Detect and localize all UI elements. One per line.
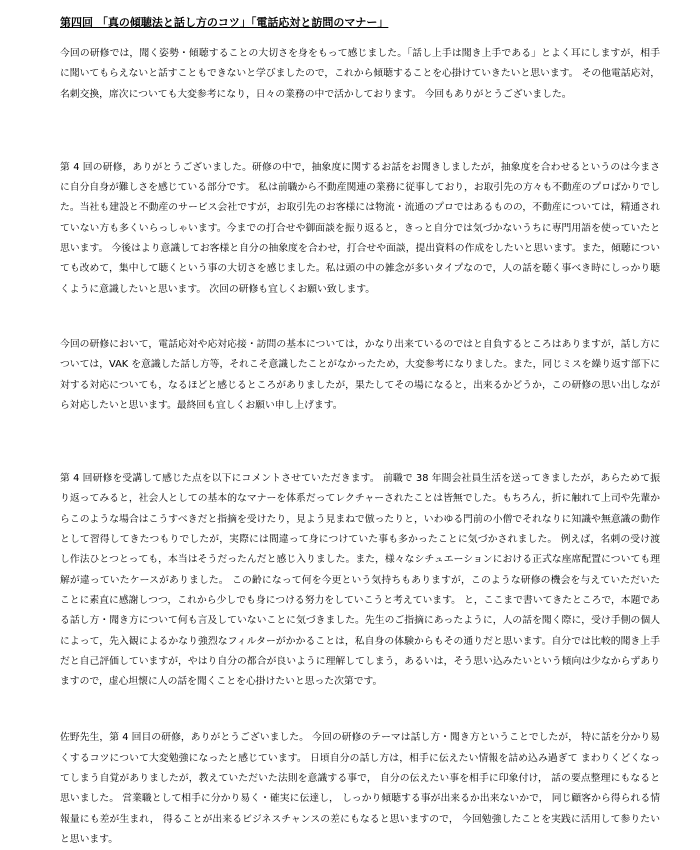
comment-paragraph: 佐野先生，第 4 回目の研修，ありがとうございました。 今回の研修のテーマは話し方・聞き方ということでしたが， 特に話を分かり易くするコツについて大変勉強になったと感じています。 日頃自分の話し方は，相手に伝えたい情報を詰め込み過ぎて まわりくどくなってしまう自覚がありましたが，教えていただいた法則を意識する事で， 自分の伝えたい事を相手に印象付け， 話の要点整理にもなると思いました。 営業職として相手に分かり易く・確実に伝達し， しっかり傾聴する事が出来るか出来ないかで， 同じ顧客から得られる情報量にも差が生まれ， 得ることが出来るビジネスチャンスの差にもなると思いますので， 今回勉強したことを実践に活用して参りたいと思います。 — [60, 732, 660, 845]
comment-paragraph: 第 4 回研修を受講して感じた点を以下にコメントさせていただきます。 前職で 38 年間会社員生活を送ってきましたが，あらためて振り返ってみると，社会人としての基本的なマナーを体系だってレクチャーされたことは皆無でした。もちろん，折に触れて上司や先輩からこのような場合はこうすべきだと指摘を受けたり，見よう見まねで倣ったりと，いわゆる門前の小僧でそれなりに知識や無意識の動作として習得してきたつもりでしたが，実際には間違って身につけていた事も多かったことに気づかされました。 例えば，名刺の受け渡し作法ひとつとっても，本当はそうだったんだと感じ入りました。また，様々なシチュエーションにおける正式な座席配置についても理解が違っていたケースがありました。 この齢になって何を今更という気持ちもありますが，このような研修の機会を与えていただいたことに素直に感謝しつつ，これから少しでも身につける努力をしていこうと考えています。 と，ここまで書いてきたところで，本題である話し方・聞き方について何も言及していないことに気づきました。先生のご指摘にあったように，人の話を聞く際に，受け手側の個人によって，先入観によるかなり強烈なフィルターがかかることは，私自身の体験からもその通りだと思います。自分では比較的聞き上手だと自己評価していますが，やはり自分の都合が良いように理解してしまう，あるいは，そう思い込みたいという傾向は少なからずありますので，虚心坦懐に人の話を聞くことを心掛けたいと思った次第です。 — [60, 473, 660, 688]
document-title: 第四回 「真の傾聴法と話し方のコツ」「電話応対と訪問のマナー」 — [60, 16, 389, 29]
comment-paragraph: 第 4 回の研修，ありがとうございました。研修の中で，抽象度に関するお話をお聞きしましたが，抽象度を合わせるというのは今まさに自分自身が難しさを感じている部分です。 私は前職から不動産関連の業務に従事しており，お取引先の方々も不動産のプロばかりでした。当社も建設と不動産のサービス会社ですが，お取引先のお客様には物流・流通のプロではあるものの，不動産については，精通されていない方も多くいらっしゃいます。今までの打合せや御面談を振り返ると，きっと自分では気づかないうちに専門用語を使っていたと思います。 今後はより意識してお客様と自分の抽象度を合わせ，打合せや面談，提出資料の作成をしたいと思います。また，傾聴についても改めて，集中して聴くという事の大切さを感じました。私は頭の中の雑念が多いタイプなので，人の話を聴く事べき時にしっかり聴くように意識したいと思います。 次回の研修も宜しくお願い致します。 — [60, 161, 660, 295]
comment-paragraph: 今回の研修では，聞く姿勢・傾聴することの大切さを身をもって感じました。「話し上手は聞き上手である」とよく耳にしますが，相手に聞いてもらえないと話すこともできないと学びましたので，これから傾聴することを心掛けていきたいと思います。 その他電話応対，名刺交換，席次についても大変参考になり，日々の業務の中で活かしております。 今回もありがとうございました。 — [60, 48, 660, 100]
comment-paragraph: 今回の研修において，電話応対や応対応接・訪問の基本については，かなり出来ているのではと自負するところはありますが，話し方については，VAK を意識した話し方等，それこそ意識したことがなかったため，大変参考になりました。また，同じミスを繰り返す部下に対する対応についても，なるほどと感じるところがありましたが，果たしてその場になると，出来るかどうか，この研修の思い出しながら対応したいと思います。最終回も宜しくお願い申し上げます。 — [60, 338, 660, 411]
